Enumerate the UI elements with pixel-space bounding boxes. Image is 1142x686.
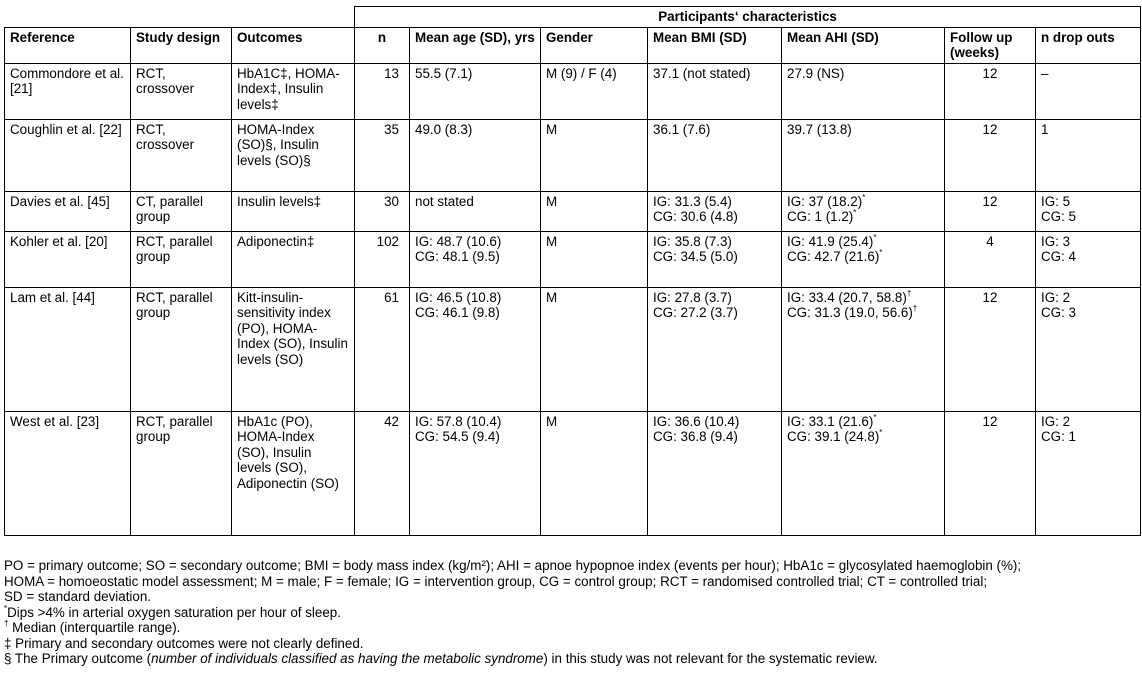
age-line-2: CG: 54.5 (9.4) bbox=[415, 429, 500, 444]
characteristics-table bbox=[4, 6, 1141, 536]
ahi-line-1 bbox=[787, 194, 939, 210]
cell-design: RCT, parallel group bbox=[131, 411, 232, 535]
group-header-row bbox=[5, 7, 1141, 28]
bmi-line-1: 36.1 (7.6) bbox=[653, 121, 711, 137]
ahi-value-1: IG: 41.9 (25.4) bbox=[787, 233, 874, 249]
age-line-2: CG: 46.1 (9.8) bbox=[415, 305, 500, 320]
footnote-dagger bbox=[4, 620, 1142, 636]
bmi-line-2: CG: 36.8 (9.4) bbox=[653, 429, 738, 444]
cell-drop-outs bbox=[1036, 411, 1141, 535]
cell-outcomes: HOMA-Index (SO)§, Insulin levels (SO)§ bbox=[232, 119, 355, 191]
cell-ahi bbox=[782, 231, 945, 287]
cell-bmi bbox=[648, 231, 782, 287]
age-line-1: 49.0 (8.3) bbox=[415, 121, 473, 137]
ahi-mark-1: * bbox=[862, 192, 866, 202]
bmi-line-2: CG: 34.5 (5.0) bbox=[653, 249, 738, 264]
cell-n: 42 bbox=[355, 411, 410, 535]
cell-reference: Commondore et al. [21] bbox=[5, 63, 131, 119]
bmi-line-1: IG: 31.3 (5.4) bbox=[653, 193, 732, 209]
drop-line-1: IG: 2 bbox=[1041, 289, 1071, 305]
drop-line-1: 1 bbox=[1041, 121, 1049, 137]
cell-age bbox=[410, 191, 541, 231]
footnote-abbreviations-3: SD = standard deviation. bbox=[4, 589, 152, 604]
footnote-abbreviations-2: HOMA = homoeostatic model assessment; M = male; F = female; IG = intervention group, CG = control group; RCT = randomised controlled trial; CT = controlled trial; bbox=[4, 573, 988, 589]
ahi-value-1: IG: 33.4 (20.7, 58.8) bbox=[787, 289, 907, 305]
asterisk-text: Dips >4% in arterial oxygen saturation per hour of sleep. bbox=[7, 604, 341, 620]
cell-bmi bbox=[648, 191, 782, 231]
cell-age bbox=[410, 63, 541, 119]
header-follow-up: Follow up (weeks) bbox=[945, 27, 1036, 63]
ahi-value-1: 27.9 (NS) bbox=[787, 65, 845, 81]
section-text-italic: number of individuals classified as having the metabolic syndrome bbox=[151, 651, 544, 666]
age-line-1: not stated bbox=[415, 193, 474, 209]
ahi-line-1 bbox=[787, 66, 939, 82]
cell-reference: Kohler et al. [20] bbox=[5, 231, 131, 287]
table-row bbox=[5, 287, 1141, 411]
asterisk-mark: * bbox=[4, 603, 8, 613]
age-line-2: CG: 48.1 (9.5) bbox=[415, 249, 500, 264]
ahi-value-1: IG: 33.1 (21.6) bbox=[787, 413, 874, 429]
cell-bmi bbox=[648, 119, 782, 191]
drop-line-2: CG: 3 bbox=[1041, 305, 1076, 320]
cell-drop-outs bbox=[1036, 63, 1141, 119]
ahi-value-2: CG: 42.7 (21.6) bbox=[787, 249, 880, 264]
group-header: Participants‘ characteristics bbox=[355, 7, 1141, 28]
cell-follow-up: 12 bbox=[945, 411, 1036, 535]
cell-ahi bbox=[782, 119, 945, 191]
cell-n: 35 bbox=[355, 119, 410, 191]
cell-ahi bbox=[782, 287, 945, 411]
cell-n: 13 bbox=[355, 63, 410, 119]
cell-ahi bbox=[782, 411, 945, 535]
table-row bbox=[5, 231, 1141, 287]
age-line-1: IG: 48.7 (10.6) bbox=[415, 233, 502, 249]
age-line-1: 55.5 (7.1) bbox=[415, 65, 473, 81]
ahi-line-1 bbox=[787, 290, 939, 306]
ahi-value-2: CG: 39.1 (24.8) bbox=[787, 429, 880, 444]
header-n: n bbox=[355, 27, 410, 63]
cell-drop-outs bbox=[1036, 191, 1141, 231]
ahi-line-1 bbox=[787, 122, 939, 138]
cell-follow-up: 12 bbox=[945, 119, 1036, 191]
footnotes bbox=[4, 558, 1142, 667]
ahi-value-2: CG: 1 (1.2) bbox=[787, 209, 854, 224]
section-text-pre: § The Primary outcome ( bbox=[4, 651, 152, 666]
footnote-abbreviations-1: PO = primary outcome; SO = secondary outcome; BMI = body mass index (kg/m²); AHI = apnoe hypopnoe index (events per hour); HbA1c = glycosylated haemoglobin (%); bbox=[4, 558, 1022, 573]
ahi-mark-2: † bbox=[912, 304, 918, 313]
cell-age bbox=[410, 287, 541, 411]
cell-outcomes: HbA1c (PO), HOMA-Index (SO), Insulin levels (SO), Adiponectin (SO) bbox=[232, 411, 355, 535]
ahi-mark-2: * bbox=[879, 248, 883, 257]
cell-follow-up: 12 bbox=[945, 287, 1036, 411]
cell-reference: Davies et al. [45] bbox=[5, 191, 131, 231]
header-reference: Reference bbox=[5, 27, 131, 63]
cell-bmi bbox=[648, 411, 782, 535]
header-design: Study design bbox=[131, 27, 232, 63]
bmi-line-2: CG: 30.6 (4.8) bbox=[653, 209, 738, 224]
header-ahi: Mean AHI (SD) bbox=[782, 27, 945, 63]
cell-bmi bbox=[648, 287, 782, 411]
header-outcomes: Outcomes bbox=[232, 27, 355, 63]
ahi-value-2: CG: 31.3 (19.0, 56.6) bbox=[787, 305, 913, 320]
cell-bmi bbox=[648, 63, 782, 119]
cell-n: 30 bbox=[355, 191, 410, 231]
ahi-value-1: IG: 37 (18.2) bbox=[787, 193, 863, 209]
dagger-text: Median (interquartile range). bbox=[8, 620, 181, 635]
section-text-post: ) in this study was not relevant for the systematic review. bbox=[543, 651, 878, 666]
cell-design: CT, parallel group bbox=[131, 191, 232, 231]
cell-gender: M bbox=[541, 191, 648, 231]
cell-outcomes: Insulin levels‡ bbox=[232, 191, 355, 231]
header-drop-outs: n drop outs bbox=[1036, 27, 1141, 63]
cell-age bbox=[410, 119, 541, 191]
cell-design: RCT, parallel group bbox=[131, 287, 232, 411]
ahi-value-1: 39.7 (13.8) bbox=[787, 121, 852, 137]
cell-age bbox=[410, 231, 541, 287]
table-row bbox=[5, 63, 1141, 119]
bmi-line-1: 37.1 (not stated) bbox=[653, 65, 751, 81]
blank-corner bbox=[5, 7, 355, 28]
ahi-line-2 bbox=[787, 305, 939, 321]
table-row bbox=[5, 191, 1141, 231]
ahi-mark-2: * bbox=[879, 428, 883, 437]
cell-drop-outs bbox=[1036, 119, 1141, 191]
cell-ahi bbox=[782, 63, 945, 119]
cell-drop-outs bbox=[1036, 287, 1141, 411]
ahi-mark-1: † bbox=[906, 288, 912, 298]
ahi-line-2 bbox=[787, 249, 939, 265]
cell-reference: Coughlin et al. [22] bbox=[5, 119, 131, 191]
dagger-mark: † bbox=[4, 619, 9, 628]
cell-gender: M bbox=[541, 287, 648, 411]
cell-age bbox=[410, 411, 541, 535]
cell-design: RCT, parallel group bbox=[131, 231, 232, 287]
bmi-line-2: CG: 27.2 (3.7) bbox=[653, 305, 738, 320]
cell-outcomes: Adiponectin‡ bbox=[232, 231, 355, 287]
footnote-asterisk bbox=[4, 605, 1142, 621]
cell-gender: M bbox=[541, 231, 648, 287]
header-age: Mean age (SD), yrs bbox=[410, 27, 541, 63]
drop-line-2: CG: 4 bbox=[1041, 249, 1076, 264]
ahi-mark-1: * bbox=[873, 412, 877, 422]
cell-design: RCT, crossover bbox=[131, 63, 232, 119]
header-bmi: Mean BMI (SD) bbox=[648, 27, 782, 63]
bmi-line-1: IG: 36.6 (10.4) bbox=[653, 413, 740, 429]
drop-line-2: CG: 5 bbox=[1041, 209, 1076, 224]
table-row bbox=[5, 411, 1141, 535]
cell-follow-up: 12 bbox=[945, 191, 1036, 231]
age-line-1: IG: 57.8 (10.4) bbox=[415, 413, 502, 429]
age-line-1: IG: 46.5 (10.8) bbox=[415, 289, 502, 305]
bmi-line-1: IG: 27.8 (3.7) bbox=[653, 289, 732, 305]
cell-outcomes: Kitt-insulin-sensitivity index (PO), HOMA-Index (SO), Insulin levels (SO) bbox=[232, 287, 355, 411]
cell-ahi bbox=[782, 191, 945, 231]
cell-gender: M bbox=[541, 119, 648, 191]
drop-line-1: IG: 2 bbox=[1041, 413, 1071, 429]
cell-follow-up: 12 bbox=[945, 63, 1036, 119]
ahi-line-1 bbox=[787, 414, 939, 430]
cell-gender: M bbox=[541, 411, 648, 535]
ahi-mark-2: * bbox=[853, 208, 857, 217]
footnote-section bbox=[4, 651, 1142, 667]
drop-line-1: IG: 3 bbox=[1041, 233, 1071, 249]
drop-line-1: – bbox=[1041, 65, 1049, 81]
cell-reference: Lam et al. [44] bbox=[5, 287, 131, 411]
bmi-line-1: IG: 35.8 (7.3) bbox=[653, 233, 732, 249]
ahi-line-2 bbox=[787, 429, 939, 445]
ahi-mark-1: * bbox=[873, 232, 877, 242]
cell-n: 61 bbox=[355, 287, 410, 411]
cell-drop-outs bbox=[1036, 231, 1141, 287]
drop-line-2: CG: 1 bbox=[1041, 429, 1076, 444]
cell-design: RCT, crossover bbox=[131, 119, 232, 191]
cell-gender: M (9) / F (4) bbox=[541, 63, 648, 119]
cell-n: 102 bbox=[355, 231, 410, 287]
ahi-line-1 bbox=[787, 234, 939, 250]
table-row bbox=[5, 119, 1141, 191]
cell-follow-up: 4 bbox=[945, 231, 1036, 287]
footnote-double-dagger: ‡ Primary and secondary outcomes were not clearly defined. bbox=[4, 635, 364, 651]
cell-outcomes: HbA1C‡, HOMA-Index‡, Insulin levels‡ bbox=[232, 63, 355, 119]
ahi-line-2 bbox=[787, 209, 939, 225]
header-gender: Gender bbox=[541, 27, 648, 63]
drop-line-1: IG: 5 bbox=[1041, 193, 1071, 209]
cell-reference: West et al. [23] bbox=[5, 411, 131, 535]
header-row bbox=[5, 27, 1141, 63]
